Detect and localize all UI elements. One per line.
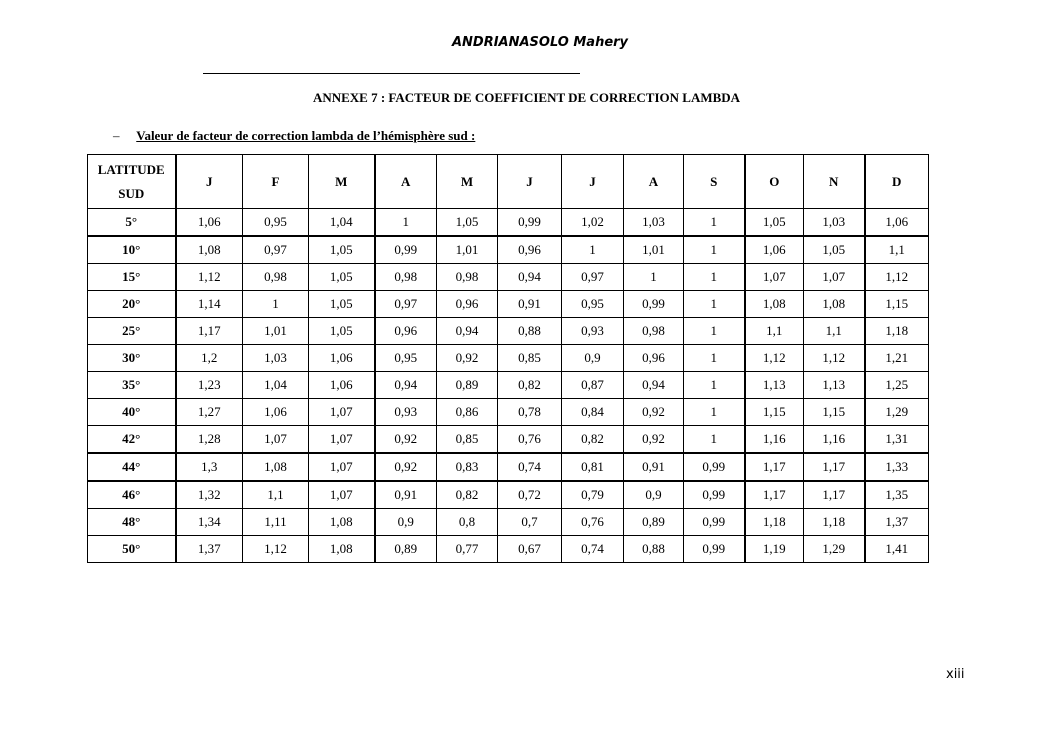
value-cell: 0,97 bbox=[375, 291, 437, 318]
value-cell: 1,13 bbox=[745, 372, 804, 399]
subtitle-text: Valeur de facteur de correction lambda de l’hémisphère sud : bbox=[136, 128, 476, 143]
value-cell: 1 bbox=[684, 209, 745, 237]
value-cell: 0,72 bbox=[498, 481, 562, 509]
value-cell: 1 bbox=[684, 264, 745, 291]
value-cell: 0,91 bbox=[624, 453, 684, 481]
value-cell: 0,95 bbox=[562, 291, 624, 318]
value-cell: 0,99 bbox=[684, 509, 745, 536]
latitude-cell: 20° bbox=[88, 291, 176, 318]
value-cell: 0,92 bbox=[437, 345, 498, 372]
table-row bbox=[88, 426, 929, 454]
value-cell: 1,21 bbox=[865, 345, 929, 372]
value-cell: 1,37 bbox=[176, 536, 243, 563]
value-cell: 0,87 bbox=[562, 372, 624, 399]
value-cell: 1,34 bbox=[176, 509, 243, 536]
value-cell: 1,19 bbox=[745, 536, 804, 563]
value-cell: 1,12 bbox=[243, 536, 309, 563]
latitude-cell: 35° bbox=[88, 372, 176, 399]
value-cell: 1 bbox=[684, 426, 745, 454]
value-cell: 1,05 bbox=[804, 236, 865, 264]
value-cell: 1,29 bbox=[804, 536, 865, 563]
value-cell: 1,18 bbox=[804, 509, 865, 536]
value-cell: 1 bbox=[684, 236, 745, 264]
value-cell: 0,86 bbox=[437, 399, 498, 426]
value-cell: 1,17 bbox=[745, 453, 804, 481]
value-cell: 1,05 bbox=[437, 209, 498, 237]
table-row bbox=[88, 453, 929, 481]
value-cell: 0,88 bbox=[624, 536, 684, 563]
table-row bbox=[88, 236, 929, 264]
value-cell: 1,05 bbox=[309, 291, 375, 318]
value-cell: 1,05 bbox=[745, 209, 804, 237]
value-cell: 0,91 bbox=[375, 481, 437, 509]
value-cell: 1,12 bbox=[745, 345, 804, 372]
value-cell: 0,92 bbox=[624, 426, 684, 454]
value-cell: 0,99 bbox=[684, 481, 745, 509]
value-cell: 1,07 bbox=[745, 264, 804, 291]
value-cell: 1,23 bbox=[176, 372, 243, 399]
value-cell: 0,99 bbox=[684, 536, 745, 563]
table-row bbox=[88, 345, 929, 372]
value-cell: 1,06 bbox=[745, 236, 804, 264]
value-cell: 0,74 bbox=[498, 453, 562, 481]
value-cell: 0,93 bbox=[562, 318, 624, 345]
value-cell: 1,15 bbox=[865, 291, 929, 318]
value-cell: 0,82 bbox=[498, 372, 562, 399]
month-header-jun: J bbox=[498, 155, 562, 209]
value-cell: 1,08 bbox=[309, 536, 375, 563]
value-cell: 0,79 bbox=[562, 481, 624, 509]
value-cell: 1,01 bbox=[243, 318, 309, 345]
value-cell: 0,82 bbox=[437, 481, 498, 509]
value-cell: 0,91 bbox=[498, 291, 562, 318]
value-cell: 1 bbox=[624, 264, 684, 291]
value-cell: 1,1 bbox=[243, 481, 309, 509]
month-header-jul: J bbox=[562, 155, 624, 209]
value-cell: 1,27 bbox=[176, 399, 243, 426]
value-cell: 0,99 bbox=[498, 209, 562, 237]
value-cell: 1,1 bbox=[865, 236, 929, 264]
value-cell: 0,9 bbox=[624, 481, 684, 509]
value-cell: 0,99 bbox=[684, 453, 745, 481]
value-cell: 0,89 bbox=[624, 509, 684, 536]
value-cell: 0,92 bbox=[375, 426, 437, 454]
month-header-aug: A bbox=[624, 155, 684, 209]
value-cell: 1,01 bbox=[624, 236, 684, 264]
value-cell: 0,98 bbox=[243, 264, 309, 291]
latitude-cell: 25° bbox=[88, 318, 176, 345]
value-cell: 1,11 bbox=[243, 509, 309, 536]
value-cell: 1,17 bbox=[804, 481, 865, 509]
value-cell: 1,03 bbox=[243, 345, 309, 372]
latitude-cell: 42° bbox=[88, 426, 176, 454]
month-header-apr: A bbox=[375, 155, 437, 209]
latitude-cell: 48° bbox=[88, 509, 176, 536]
value-cell: 1,05 bbox=[309, 236, 375, 264]
value-cell: 0,94 bbox=[437, 318, 498, 345]
latitude-cell: 44° bbox=[88, 453, 176, 481]
value-cell: 1,08 bbox=[745, 291, 804, 318]
value-cell: 1,15 bbox=[804, 399, 865, 426]
table-row bbox=[88, 209, 929, 237]
month-header-feb: F bbox=[243, 155, 309, 209]
month-header-oct: O bbox=[745, 155, 804, 209]
value-cell: 1,3 bbox=[176, 453, 243, 481]
value-cell: 1,13 bbox=[804, 372, 865, 399]
value-cell: 0,99 bbox=[375, 236, 437, 264]
value-cell: 1,07 bbox=[309, 426, 375, 454]
value-cell: 1,08 bbox=[804, 291, 865, 318]
value-cell: 0,7 bbox=[498, 509, 562, 536]
value-cell: 1 bbox=[375, 209, 437, 237]
value-cell: 0,8 bbox=[437, 509, 498, 536]
value-cell: 1,17 bbox=[745, 481, 804, 509]
value-cell: 1,05 bbox=[309, 318, 375, 345]
value-cell: 0,96 bbox=[437, 291, 498, 318]
value-cell: 1,33 bbox=[865, 453, 929, 481]
value-cell: 1,04 bbox=[243, 372, 309, 399]
value-cell: 1,15 bbox=[745, 399, 804, 426]
header-row bbox=[88, 155, 929, 209]
value-cell: 0,92 bbox=[375, 453, 437, 481]
value-cell: 1,06 bbox=[176, 209, 243, 237]
value-cell: 0,93 bbox=[375, 399, 437, 426]
subtitle bbox=[113, 128, 475, 144]
month-header-sep: S bbox=[684, 155, 745, 209]
latitude-header-line2: SUD bbox=[118, 185, 145, 201]
value-cell: 1,14 bbox=[176, 291, 243, 318]
value-cell: 0,85 bbox=[437, 426, 498, 454]
value-cell: 1,17 bbox=[804, 453, 865, 481]
value-cell: 0,77 bbox=[437, 536, 498, 563]
value-cell: 0,74 bbox=[562, 536, 624, 563]
table-row bbox=[88, 318, 929, 345]
value-cell: 0,81 bbox=[562, 453, 624, 481]
value-cell: 0,99 bbox=[624, 291, 684, 318]
value-cell: 1,29 bbox=[865, 399, 929, 426]
value-cell: 1,01 bbox=[437, 236, 498, 264]
latitude-header-line1: LATITUDE bbox=[97, 161, 165, 177]
table-row bbox=[88, 291, 929, 318]
value-cell: 1,06 bbox=[865, 209, 929, 237]
value-cell: 1,12 bbox=[176, 264, 243, 291]
value-cell: 0,9 bbox=[375, 509, 437, 536]
value-cell: 1 bbox=[684, 399, 745, 426]
value-cell: 0,88 bbox=[498, 318, 562, 345]
annex-title: ANNEXE 7 : FACTEUR DE COEFFICIENT DE CORRECTION LAMBDA bbox=[312, 90, 741, 105]
value-cell: 1,06 bbox=[243, 399, 309, 426]
value-cell: 1,25 bbox=[865, 372, 929, 399]
month-header-nov: N bbox=[804, 155, 865, 209]
value-cell: 0,92 bbox=[624, 399, 684, 426]
value-cell: 0,94 bbox=[624, 372, 684, 399]
value-cell: 1,07 bbox=[804, 264, 865, 291]
value-cell: 1 bbox=[684, 318, 745, 345]
value-cell: 1,18 bbox=[745, 509, 804, 536]
value-cell: 1,03 bbox=[804, 209, 865, 237]
value-cell: 1,31 bbox=[865, 426, 929, 454]
table-row bbox=[88, 399, 929, 426]
latitude-cell: 40° bbox=[88, 399, 176, 426]
latitude-cell: 50° bbox=[88, 536, 176, 563]
value-cell: 1,41 bbox=[865, 536, 929, 563]
value-cell: 1,03 bbox=[624, 209, 684, 237]
value-cell: 0,95 bbox=[375, 345, 437, 372]
value-cell: 1,28 bbox=[176, 426, 243, 454]
lambda-table bbox=[87, 154, 929, 563]
value-cell: 0,96 bbox=[498, 236, 562, 264]
value-cell: 1,12 bbox=[865, 264, 929, 291]
latitude-cell: 30° bbox=[88, 345, 176, 372]
header-author: ANDRIANASOLO Mahery bbox=[451, 35, 629, 50]
month-header-may: M bbox=[437, 155, 498, 209]
value-cell: 0,84 bbox=[562, 399, 624, 426]
table-row bbox=[88, 372, 929, 399]
latitude-cell: 15° bbox=[88, 264, 176, 291]
value-cell: 0,98 bbox=[624, 318, 684, 345]
value-cell: 0,78 bbox=[498, 399, 562, 426]
month-header-dec: D bbox=[865, 155, 929, 209]
value-cell: 1,08 bbox=[309, 509, 375, 536]
value-cell: 1,06 bbox=[309, 345, 375, 372]
value-cell: 1,37 bbox=[865, 509, 929, 536]
page-number: xiii bbox=[946, 667, 965, 682]
value-cell: 1,2 bbox=[176, 345, 243, 372]
value-cell: 0,67 bbox=[498, 536, 562, 563]
value-cell: 1 bbox=[562, 236, 624, 264]
value-cell: 1,12 bbox=[804, 345, 865, 372]
value-cell: 1 bbox=[684, 372, 745, 399]
value-cell: 0,95 bbox=[243, 209, 309, 237]
value-cell: 1 bbox=[684, 345, 745, 372]
value-cell: 1,07 bbox=[243, 426, 309, 454]
value-cell: 0,89 bbox=[437, 372, 498, 399]
value-cell: 0,98 bbox=[437, 264, 498, 291]
month-header-jan: J bbox=[176, 155, 243, 209]
value-cell: 0,94 bbox=[498, 264, 562, 291]
value-cell: 0,97 bbox=[243, 236, 309, 264]
value-cell: 1 bbox=[684, 291, 745, 318]
value-cell: 0,97 bbox=[562, 264, 624, 291]
value-cell: 1 bbox=[243, 291, 309, 318]
value-cell: 1,02 bbox=[562, 209, 624, 237]
value-cell: 1,08 bbox=[176, 236, 243, 264]
value-cell: 1,32 bbox=[176, 481, 243, 509]
value-cell: 1,07 bbox=[309, 399, 375, 426]
value-cell: 1,1 bbox=[745, 318, 804, 345]
value-cell: 1,06 bbox=[309, 372, 375, 399]
header-divider bbox=[203, 73, 580, 74]
value-cell: 0,76 bbox=[498, 426, 562, 454]
value-cell: 1,07 bbox=[309, 453, 375, 481]
value-cell: 1,08 bbox=[243, 453, 309, 481]
value-cell: 0,98 bbox=[375, 264, 437, 291]
latitude-cell: 46° bbox=[88, 481, 176, 509]
value-cell: 0,83 bbox=[437, 453, 498, 481]
latitude-cell: 5° bbox=[88, 209, 176, 237]
value-cell: 0,9 bbox=[562, 345, 624, 372]
value-cell: 1,16 bbox=[804, 426, 865, 454]
month-header-mar: M bbox=[309, 155, 375, 209]
value-cell: 0,96 bbox=[624, 345, 684, 372]
value-cell: 1,35 bbox=[865, 481, 929, 509]
value-cell: 1,18 bbox=[865, 318, 929, 345]
table-row bbox=[88, 509, 929, 536]
latitude-header bbox=[88, 155, 176, 209]
value-cell: 0,82 bbox=[562, 426, 624, 454]
table-row bbox=[88, 481, 929, 509]
value-cell: 1,07 bbox=[309, 481, 375, 509]
value-cell: 0,76 bbox=[562, 509, 624, 536]
table-row bbox=[88, 536, 929, 563]
value-cell: 1,16 bbox=[745, 426, 804, 454]
table-row bbox=[88, 264, 929, 291]
value-cell: 1,17 bbox=[176, 318, 243, 345]
value-cell: 0,94 bbox=[375, 372, 437, 399]
value-cell: 1,05 bbox=[309, 264, 375, 291]
value-cell: 0,89 bbox=[375, 536, 437, 563]
value-cell: 1,04 bbox=[309, 209, 375, 237]
table-body bbox=[88, 209, 929, 563]
value-cell: 0,96 bbox=[375, 318, 437, 345]
bullet-dash: – bbox=[113, 128, 120, 143]
latitude-cell: 10° bbox=[88, 236, 176, 264]
value-cell: 0,85 bbox=[498, 345, 562, 372]
value-cell: 1,1 bbox=[804, 318, 865, 345]
